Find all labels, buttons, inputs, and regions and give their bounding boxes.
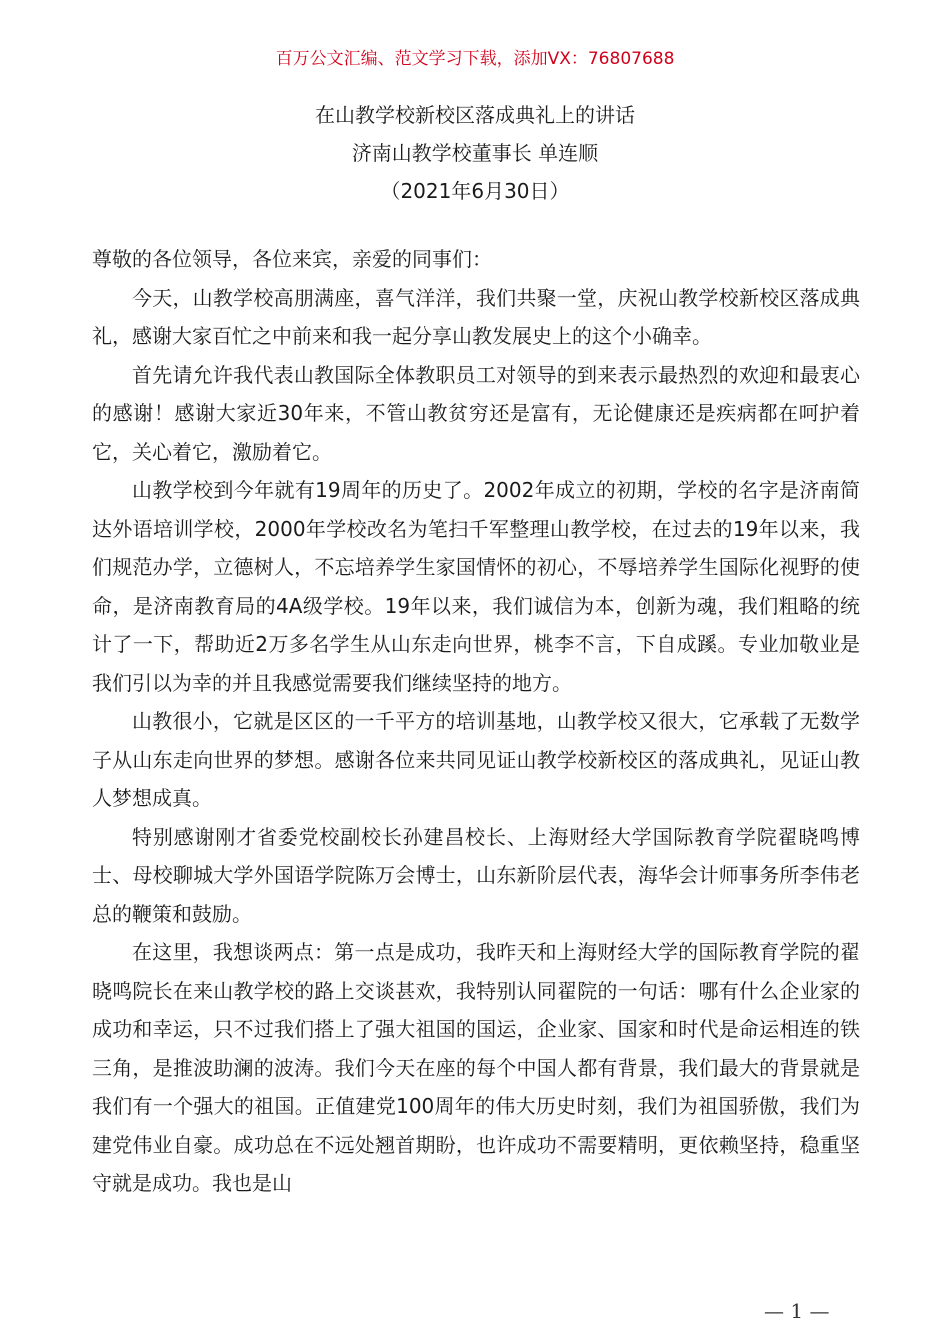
paragraph: 今天，山教学校高朋满座，喜气洋洋，我们共聚一堂，庆祝山教学校新校区落成典礼，感谢大家百忙之中前来和我一起分享山教发展史上的这个小确幸。 — [92, 285, 860, 348]
paragraph: 首先请允许我代表山教国际全体教职员工对领导的到来表示最热烈的欢迎和最衷心的感谢！感谢大家近30年来，不管山教贫穷还是富有，无论健康还是疾病都在呵护着它，关心着它，激励着它。 — [92, 362, 860, 464]
watermark-banner: 百万公文汇编、范文学习下载，添加VX：76807688 — [275, 49, 675, 69]
speaker-line: 济南山教学校董事长 单连顺 — [351, 141, 599, 165]
salutation: 尊敬的各位领导，各位来宾，亲爱的同事们： — [92, 247, 492, 271]
paragraph: 山教学校到今年就有19周年的历史了。2002年成立的初期，学校的名字是济南简达外语培训学校，2000年学校改名为笔扫千军整理山教学校，在过去的19年以来，我们规范办学，立德树人，不忘培养学生家国情怀的初心，不辱培养学生国际化视野的使命，是济南教育局的4A级学校。19年以来，我们诚信为本，创新为魂，我们粗略的统计了一下，帮助近2万多名学生从山东走向世界，桃李不言，下自成蹊。专业加敬业是我们引以为幸的并且我感觉需要我们继续坚持的地方。 — [92, 478, 860, 695]
speech-body — [92, 240, 860, 1203]
page-number: — 1 — — [764, 1299, 830, 1323]
speech-date: （2021年6月30日） — [380, 179, 570, 203]
title-block — [0, 96, 950, 210]
paragraph: 山教很小，它就是区区的一千平方的培训基地，山教学校又很大，它承载了无数学子从山东走向世界的梦想。感谢各位来共同见证山教学校新校区的落成典礼，见证山教人梦想成真。 — [92, 709, 860, 810]
paragraph: 特别感谢刚才省委党校副校长孙建昌校长、上海财经大学国际教育学院翟晓鸣博士、母校聊城大学外国语学院陈万会博士，山东新阶层代表，海华会计师事务所李伟老总的鞭策和鼓励。 — [92, 824, 860, 926]
paragraph: 在这里，我想谈两点：第一点是成功，我昨天和上海财经大学的国际教育学院的翟晓鸣院长在来山教学校的路上交谈甚欢，我特别认同翟院的一句话：哪有什么企业家的成功和幸运，只不过我们搭上了强大祖国的国运，企业家、国家和时代是命运相连的铁三角，是推波助澜的波涛。我们今天在座的每个中国人都有背景，我们最大的背景就是我们有一个强大的祖国。正值建党100周年的伟大历史时刻，我们为祖国骄傲，我们为建党伟业自豪。成功总在不远处翘首期盼，也许成功不需要精明，更依赖坚持，稳重坚守就是成功。我也是山 — [92, 940, 860, 1195]
speech-title: 在山教学校新校区落成典礼上的讲话 — [315, 103, 635, 127]
